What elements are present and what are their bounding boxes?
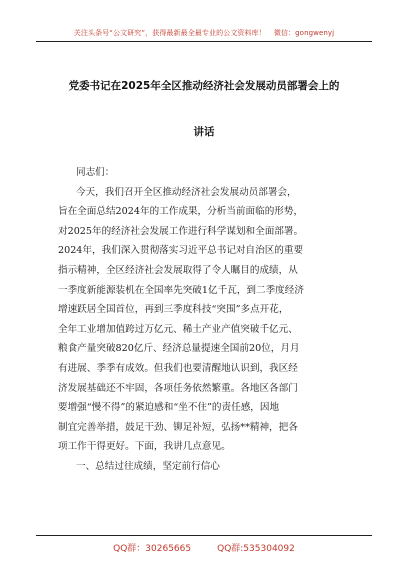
paragraph-line: 一季度新能源装机在全国率先突破1亿千瓦，到二季度经济 — [58, 284, 304, 296]
section-heading: 一、总结过往成绩，坚定前行信心 — [76, 460, 220, 472]
header-divider — [36, 41, 372, 42]
paragraph-line: 粮食产量突破820亿斤、经济总量提速全国前20位，月月 — [58, 343, 300, 355]
paragraph-line: 增速跃居全国首位，再到三季度科技“突围”多点开花， — [58, 304, 289, 316]
paragraph-line: 项工作干得更好。下面，我讲几点意见。 — [58, 441, 231, 453]
paragraph-line: 全年工业增加值跨过万亿元、稀土产业产值突破千亿元、 — [58, 323, 298, 335]
footer — [0, 541, 408, 554]
banner-wechat-text: 微信：gongwenyj — [273, 29, 335, 37]
paragraph-line: 旨在全面总结2024年的工作成果，分析当前面临的形势， — [58, 206, 304, 218]
banner-promo-text: 关注头条号“公文研究”，获得最新最全最专业的公文资料库！ — [73, 29, 266, 37]
paragraph-line: 济发展基础还不牢固，各项任务依然繁重。各地区各部门 — [58, 382, 298, 394]
footer-divider — [36, 535, 372, 536]
document-title-continued: 讲话 — [193, 126, 215, 138]
document-title: 党委书记在2025年全区推动经济社会发展动员部署会上的 — [68, 80, 340, 92]
footer-qq-group-1: QQ群：30265665 — [113, 544, 192, 554]
paragraph-line: 制宜完善举措，鼓足干劲、铆足补短，弘扬**精神，把各 — [58, 421, 298, 433]
header-banner — [0, 28, 408, 38]
paragraph-line: 今天，我们召开全区推动经济社会发展动员部署会， — [76, 186, 297, 198]
paragraph-line: 要增强“慢不得”的紧迫感和“坐不住”的责任感，因地 — [58, 402, 280, 414]
paragraph-line: 对2025年的经济社会发展工作进行科学谋划和全面部署。 — [58, 225, 304, 237]
paragraph-line: 2024年，我们深入贯彻落实习近平总书记对自治区的重要 — [58, 245, 304, 257]
paragraph-line: 指示精神，全区经济社会发展取得了令人瞩目的成绩，从 — [58, 264, 298, 276]
document-body — [58, 163, 354, 477]
greeting: 同志们： — [76, 167, 115, 178]
footer-qq-group-2: QQ群:535304092 — [217, 544, 295, 554]
paragraph-line: 有进展、季季有成效。但我们也要清醒地认识到，我区经 — [58, 362, 298, 374]
